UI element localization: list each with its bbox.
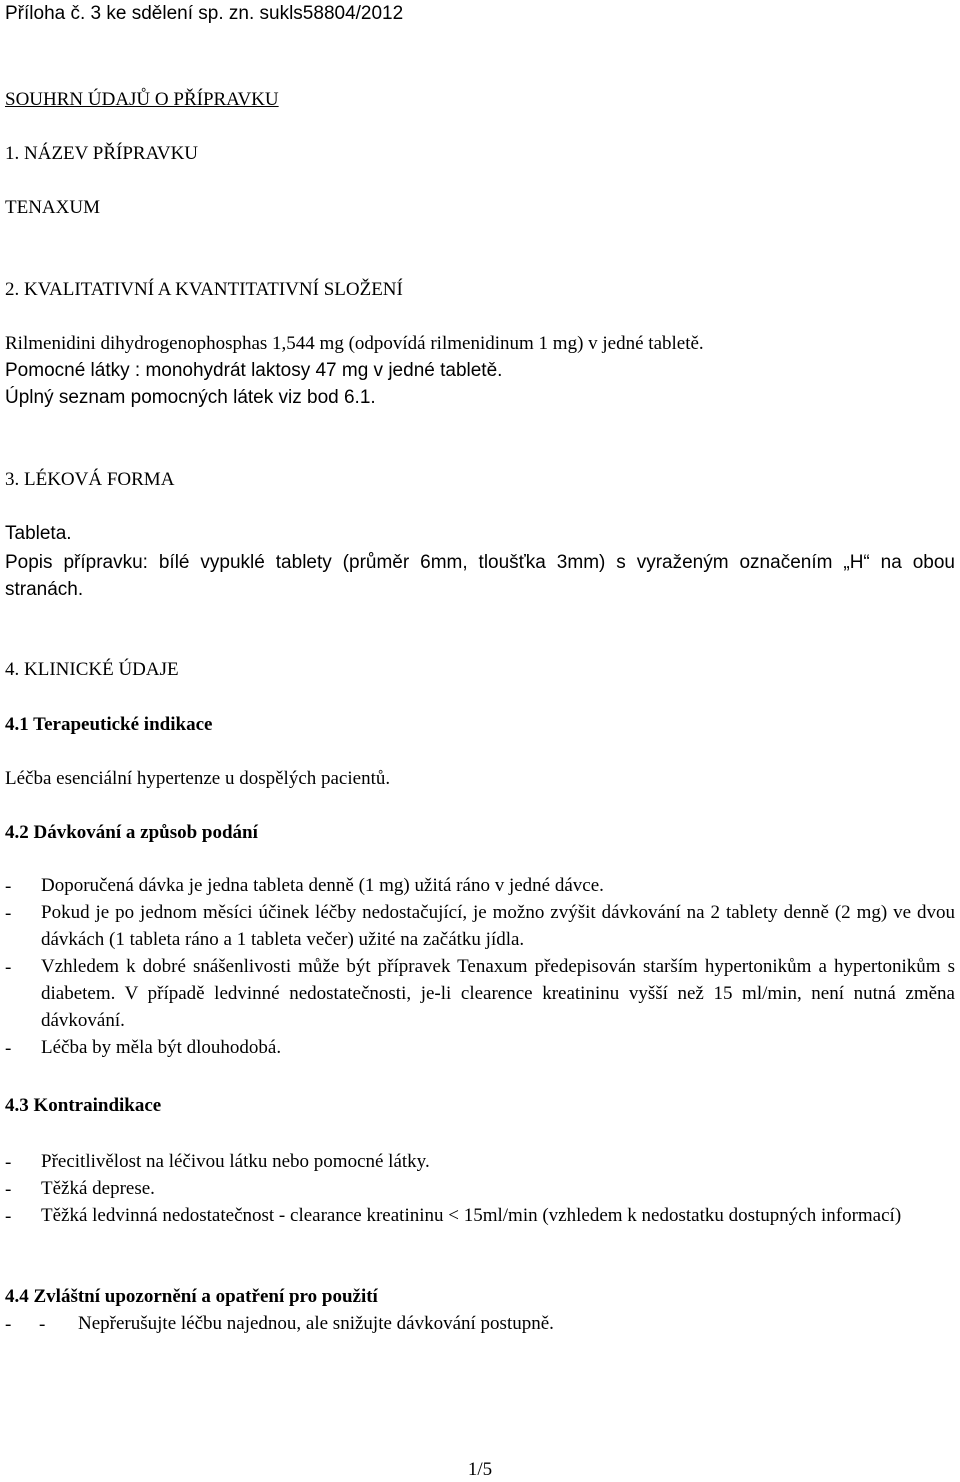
product-description: Popis přípravku: bílé vypuklé tablety (průměr 6mm, tloušťka 3mm) s vyraženým označením „H“ na obou stranách. [5, 552, 955, 600]
composition-line-1: Rilmenidini dihydrogenophosphas 1,544 mg (odpovídá rilmenidinum 1 mg) v jedné tabletě. [5, 333, 704, 354]
list-bullet: - [5, 903, 12, 924]
section-4-3-heading: 4.3 Kontraindikace [5, 1095, 162, 1116]
list-bullet: - [5, 1314, 12, 1335]
list-bullet: - [5, 876, 12, 897]
section-4-4-heading: 4.4 Zvláštní upozornění a opatření pro použití [5, 1286, 378, 1307]
list-bullet: - [5, 1038, 12, 1059]
section-4-heading: 4. KLINICKÉ ÚDAJE [5, 659, 179, 680]
section-3-heading: 3. LÉKOVÁ FORMA [5, 469, 175, 490]
list-bullet: - [5, 1206, 12, 1227]
composition-line-2: Pomocné látky : monohydrát laktosy 47 mg v jedné tabletě. [5, 360, 503, 381]
page-number: 1/5 [467, 1459, 493, 1480]
composition-line-3: Úplný seznam pomocných látek viz bod 6.1. [5, 387, 376, 408]
section-1-heading: 1. NÁZEV PŘÍPRAVKU [5, 143, 199, 164]
indication-text: Léčba esenciální hypertenze u dospělých pacientů. [5, 768, 391, 789]
list-item: Vzhledem k dobré snášenlivosti může být přípravek Tenaxum předepisován starším hypertonikům a hypertonikům s diabetem. V případě ledvinné nedostatečnosti, je-li clearence kreatininu vyšší než 15 ml/min, není nutná změna dávkování. [41, 956, 955, 1031]
product-name: TENAXUM [5, 197, 100, 218]
list-bullet: - [5, 1152, 12, 1173]
list-item: Těžká ledvinná nedostatečnost - clearance kreatininu < 15ml/min (vzhledem k nedostatku dostupných informací) [41, 1205, 902, 1226]
list-item: Přecitlivělost na léčivou látku nebo pomocné látky. [41, 1151, 430, 1172]
section-4-1-heading: 4.1 Terapeutické indikace [5, 714, 213, 735]
list-bullet: - [39, 1314, 46, 1335]
list-item: Pokud je po jednom měsíci účinek léčby nedostačující, je možno zvýšit dávkování na 2 tablety denně (2 mg) ve dvou dávkách (1 tableta ráno a 1 tableta večer) užité na začátku jídla. [41, 902, 955, 950]
dosage-form: Tableta. [5, 523, 72, 544]
list-bullet: - [5, 957, 12, 978]
section-4-2-heading: 4.2 Dávkování a způsob podání [5, 822, 258, 843]
list-item: Léčba by měla být dlouhodobá. [41, 1037, 282, 1058]
document-reference: Příloha č. 3 ke sdělení sp. zn. sukls58804/2012 [5, 3, 404, 24]
list-item: Doporučená dávka je jedna tableta denně (1 mg) užitá ráno v jedné dávce. [41, 875, 604, 896]
document-title: SOUHRN ÚDAJŮ O PŘÍPRAVKU [5, 89, 279, 110]
section-2-heading: 2. KVALITATIVNÍ A KVANTITATIVNÍ SLOŽENÍ [5, 279, 403, 300]
list-item: Těžká deprese. [41, 1178, 155, 1199]
list-item: Nepřerušujte léčbu najednou, ale snižujte dávkování postupně. [78, 1313, 554, 1334]
list-bullet: - [5, 1179, 12, 1200]
